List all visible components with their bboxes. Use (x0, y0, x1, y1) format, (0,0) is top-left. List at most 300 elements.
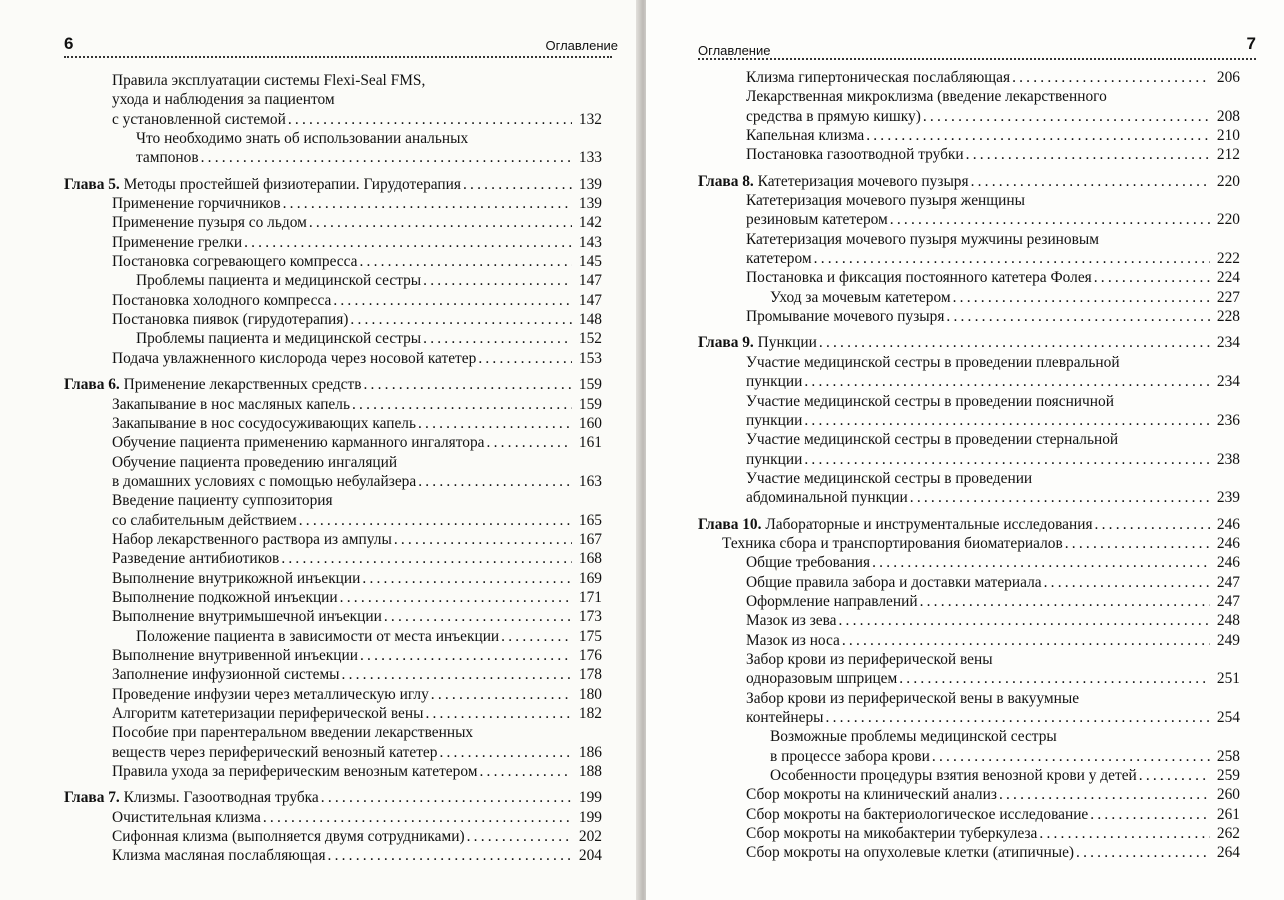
toc-page-number: 160 (578, 414, 602, 432)
toc-entry-line (746, 611, 1240, 630)
toc-entry-line (746, 372, 1240, 391)
toc-entry (64, 271, 602, 290)
toc-page-number: 202 (578, 828, 602, 846)
toc-page-number: 186 (578, 743, 602, 761)
toc-entry (64, 569, 602, 588)
toc-page-number: 153 (578, 349, 602, 367)
dot-leader (461, 175, 572, 194)
page-number: 6 (64, 34, 74, 53)
toc-entry (698, 230, 1240, 249)
entry-text: Что необходимо знать об использовании анальных (136, 130, 469, 148)
toc-entry-title (112, 491, 333, 510)
entry-text: Клизма масляная послабляющая (112, 847, 326, 865)
toc-chapter-entry (698, 172, 1240, 191)
entry-text: Катетеризация мочевого пузыря женщины (746, 192, 1025, 210)
toc-entry-title (136, 271, 421, 290)
toc-entry (64, 129, 602, 148)
dot-leader (286, 110, 572, 129)
toc-page-number: 234 (1216, 334, 1240, 352)
toc-entry (698, 249, 1240, 268)
toc-entry-line (746, 805, 1240, 824)
toc-entry (64, 148, 602, 167)
chapter-label: Глава 9. (698, 334, 754, 352)
toc-entry-title (746, 450, 802, 469)
toc-entry-title (112, 665, 340, 684)
toc-entry-line (112, 491, 602, 510)
toc-page-number: 262 (1216, 825, 1240, 843)
toc-entry-title (746, 307, 944, 326)
right-page-header (698, 34, 1256, 56)
entry-text: Сбор мокроты на клинический анализ (746, 786, 997, 804)
dot-leader (331, 291, 572, 310)
toc-entry-line (112, 549, 602, 568)
toc-entry-title (698, 515, 1093, 534)
toc-entry-title (112, 530, 392, 549)
toc-entry (698, 107, 1240, 126)
dot-leader (476, 349, 572, 368)
toc-entry-title (746, 268, 1092, 287)
toc-entry (64, 110, 602, 129)
entry-text: Применение пузыря со льдом (112, 214, 307, 232)
toc-entry-title (112, 607, 382, 626)
toc-entry (64, 233, 602, 252)
toc-entry-line (746, 824, 1240, 843)
toc-page-number: 132 (578, 110, 602, 128)
toc-entry-title (136, 148, 199, 167)
toc-page-number: 246 (1216, 554, 1240, 572)
toc-entry-line (112, 530, 602, 549)
dot-leader (281, 194, 572, 213)
toc-page-number: 206 (1216, 69, 1240, 86)
toc-page-number: 152 (578, 330, 602, 348)
toc-entry-line (112, 588, 602, 607)
toc-entry (64, 90, 602, 109)
toc-entry-title (746, 392, 1114, 411)
entry-text: Правила эксплуатации системы Flexi-Seal FMS, (112, 72, 426, 89)
toc-entry (698, 450, 1240, 469)
dot-leader (348, 310, 572, 329)
toc-entry-title (746, 553, 870, 572)
right-page (646, 0, 1284, 900)
toc-entry-title (112, 252, 357, 271)
entry-text: пункции (746, 373, 803, 391)
dot-leader (199, 148, 572, 167)
toc-entry-title (770, 288, 951, 307)
dot-leader (802, 450, 1210, 469)
toc-entry-line (112, 233, 602, 252)
toc-entry-title (746, 708, 824, 727)
toc-entry (698, 392, 1240, 411)
toc-page-number: 224 (1216, 269, 1240, 287)
toc-entry-title (746, 210, 888, 229)
entry-text: Выполнение внутрикожной инъекции (112, 569, 361, 587)
toc-entry (698, 307, 1240, 326)
toc-entry-line (136, 627, 602, 646)
dot-leader (888, 210, 1210, 229)
running-header-title: Оглавление (545, 38, 618, 53)
dot-leader (1010, 68, 1210, 87)
toc-page-number: 227 (1216, 288, 1240, 306)
toc-page-number: 148 (578, 311, 602, 329)
dot-leader (357, 252, 572, 271)
entry-text: Проблемы пациента и медицинской сестры (136, 272, 422, 290)
toc-page-number: 176 (578, 646, 602, 664)
toc-page-number: 182 (578, 705, 602, 722)
entry-text: Постановка пиявок (гирудотерапия) (112, 311, 349, 329)
toc-entry-line (746, 430, 1240, 449)
dot-leader (499, 627, 572, 646)
entry-text: веществ через периферический венозный катетер (112, 743, 438, 761)
toc-entry (698, 805, 1240, 824)
toc-entry-title (746, 592, 918, 611)
dot-leader (340, 665, 572, 684)
chapter-label: Глава 8. (698, 172, 754, 190)
entry-text: с установленной системой (112, 110, 286, 128)
toc-entry-title (112, 808, 261, 827)
toc-entry-line (746, 553, 1240, 572)
dot-leader (897, 669, 1210, 688)
toc-entry (698, 631, 1240, 650)
toc-entry-title (746, 411, 802, 430)
dot-leader (423, 704, 572, 723)
entry-text: Применение грелки (112, 233, 243, 251)
entry-text: Правила ухода за периферическим венозным катетером (112, 763, 478, 781)
toc-chapter-entry (64, 375, 602, 394)
toc-entry (698, 126, 1240, 145)
toc-page-number: 220 (1216, 211, 1240, 229)
toc-entry-line (136, 271, 602, 290)
toc-page-number: 249 (1216, 631, 1240, 649)
toc-entry (64, 329, 602, 348)
dot-leader (918, 592, 1210, 611)
dot-leader (279, 549, 572, 568)
toc-entry-title (136, 129, 468, 148)
toc-entry-title (746, 650, 993, 669)
entry-text: Проблемы пациента и медицинской сестры (136, 330, 422, 348)
toc-entry (698, 708, 1240, 727)
toc-page-number: 199 (578, 789, 602, 807)
toc-entry (698, 650, 1240, 669)
dot-leader (802, 372, 1210, 391)
toc-entry-title (112, 433, 485, 452)
toc-page-number: 165 (578, 511, 602, 529)
toc-entry-line (136, 148, 602, 167)
toc-page-number: 210 (1216, 127, 1240, 145)
toc-page-number: 161 (578, 434, 602, 452)
entry-text: Забор крови из периферической вены (746, 650, 993, 668)
toc-entry-line (112, 569, 602, 588)
toc-entry (64, 433, 602, 452)
toc-entry (64, 646, 602, 665)
dot-leader (812, 249, 1210, 268)
dot-leader (837, 611, 1211, 630)
toc-page-number: 247 (1216, 573, 1240, 591)
entry-text: Методы простейшей физиотерапии. Гирудотерапия (119, 175, 461, 193)
toc-left (64, 71, 602, 866)
toc-entry (698, 534, 1240, 553)
dot-leader (261, 808, 572, 827)
toc-entry-title (770, 747, 930, 766)
toc-page-number: 145 (578, 253, 602, 271)
dot-leader (802, 411, 1210, 430)
toc-entry-line (746, 488, 1240, 507)
toc-entry (698, 372, 1240, 391)
toc-entry-title (770, 766, 1137, 785)
toc-page-number: 159 (578, 395, 602, 413)
dot-leader (840, 631, 1210, 650)
entry-text: катетером (746, 250, 812, 268)
dot-leader (362, 375, 573, 394)
toc-entry (698, 592, 1240, 611)
toc-entry-line (746, 843, 1240, 862)
toc-entry-line (112, 743, 602, 762)
toc-entry-line (770, 727, 1240, 746)
entry-text: Обучение пациента проведению ингаляций (112, 453, 398, 471)
toc-entry (64, 71, 602, 90)
toc-entry-title (112, 762, 477, 781)
entry-text: контейнеры (746, 709, 824, 726)
dot-leader (338, 588, 572, 607)
toc-entry (64, 310, 602, 329)
toc-page-number: 238 (1216, 450, 1240, 468)
entry-text: Оформление направлений (746, 592, 918, 610)
toc-entry-line (112, 71, 602, 90)
entry-text: Техника сбора и транспортирования биоматериалов (722, 534, 1063, 552)
dot-leader (416, 472, 572, 491)
entry-text: Очистительная клизма (112, 808, 261, 826)
toc-entry (64, 511, 602, 530)
toc-entry-line (64, 375, 602, 394)
entry-text: Постановка и фиксация постоянного катетера Фолея (746, 269, 1092, 287)
toc-entry-title (746, 353, 1120, 372)
dot-leader (429, 685, 572, 704)
toc-entry (64, 588, 602, 607)
toc-entry-title (112, 71, 425, 90)
toc-entry-title (770, 727, 1057, 746)
dot-leader (930, 747, 1210, 766)
toc-entry-line (746, 126, 1240, 145)
toc-page-number: 251 (1216, 670, 1240, 688)
toc-entry-line (112, 291, 602, 310)
toc-entry (698, 268, 1240, 287)
toc-entry (698, 824, 1240, 843)
toc-entry (64, 252, 602, 271)
toc-entry-title (64, 788, 319, 807)
dot-leader (358, 646, 572, 665)
entry-text: Участие медицинской сестры в проведении поясничной (746, 392, 1114, 410)
toc-entry-line (746, 392, 1240, 411)
page-number: 7 (1246, 34, 1256, 53)
toc-entry-line (770, 766, 1240, 785)
entry-text: Выполнение внутривенной инъекции (112, 646, 358, 664)
toc-entry-title (722, 534, 1063, 553)
dot-leader (870, 553, 1210, 572)
toc-page-number: 234 (1216, 373, 1240, 391)
toc-entry (698, 747, 1240, 766)
toc-entry-line (112, 704, 602, 723)
toc-entry (698, 145, 1240, 164)
entry-text: Закапывание в нос сосудосуживающих капель (112, 414, 416, 432)
running-header-title: Оглавление (698, 43, 771, 58)
toc-entry-title (112, 194, 281, 213)
toc-entry-title (746, 87, 1107, 106)
dot-leader (421, 271, 572, 290)
toc-page-number: 204 (578, 847, 602, 865)
entry-text: Постановка согревающего компресса (112, 253, 358, 271)
toc-entry-line (770, 747, 1240, 766)
entry-text: резиновым катетером (746, 211, 888, 229)
chapter-label: Глава 5. (64, 175, 120, 193)
toc-entry-line (746, 210, 1240, 229)
dot-leader (908, 488, 1210, 507)
toc-entry-title (746, 145, 964, 164)
entry-text: Клизма гипертоническая послабляющая (746, 69, 1011, 86)
entry-text: Проведение инфузии через металлическую иглу (112, 685, 429, 703)
toc-entry-line (64, 788, 602, 807)
entry-text: Введение пациенту суппозитория (112, 492, 333, 510)
left-page (0, 0, 640, 900)
toc-page-number: 188 (578, 763, 602, 781)
dot-leader (326, 846, 572, 865)
dot-leader (1037, 824, 1210, 843)
toc-entry-title (746, 68, 1010, 87)
dot-leader (951, 288, 1210, 307)
toc-entry-line (112, 827, 602, 846)
toc-entry (698, 469, 1240, 488)
toc-entry-title (746, 631, 840, 650)
toc-entry-line (746, 469, 1240, 488)
dot-leader (1063, 534, 1210, 553)
toc-entry-line (112, 511, 602, 530)
toc-entry-title (112, 453, 397, 472)
toc-entry (64, 549, 602, 568)
toc-entry-line (112, 194, 602, 213)
toc-entry (698, 411, 1240, 430)
toc-entry-line (746, 411, 1240, 430)
toc-entry (64, 827, 602, 846)
entry-text: Пункции (753, 334, 817, 352)
toc-entry (64, 685, 602, 704)
toc-page-number: 248 (1216, 612, 1240, 630)
dot-leader (1042, 573, 1210, 592)
toc-entry-line (746, 592, 1240, 611)
toc-entry-title (746, 230, 1099, 249)
toc-page-number: 178 (578, 666, 602, 684)
toc-entry (64, 395, 602, 414)
dot-leader (392, 530, 572, 549)
entry-text: Уход за мочевым катетером (770, 288, 951, 306)
toc-entry-line (698, 333, 1240, 352)
entry-text: Применение горчичников (112, 195, 281, 213)
toc-entry (698, 611, 1240, 630)
toc-entry-line (112, 213, 602, 232)
entry-text: Закапывание в нос масляных капель (112, 395, 350, 413)
entry-text: со слабительным действием (112, 511, 297, 529)
toc-entry (64, 213, 602, 232)
dot-leader (360, 569, 572, 588)
toc-entry (64, 723, 602, 742)
toc-entry-title (64, 375, 362, 394)
toc-entry-line (112, 723, 602, 742)
toc-entry-line (112, 110, 602, 129)
toc-entry-line (746, 708, 1240, 727)
toc-entry-line (112, 646, 602, 665)
toc-entry (698, 785, 1240, 804)
dot-leader (864, 126, 1210, 145)
toc-entry-title (746, 611, 837, 630)
entry-text: Капельная клизма (746, 127, 865, 145)
toc-entry-title (746, 372, 802, 391)
toc-page-number: 139 (578, 175, 602, 193)
toc-entry-line (136, 129, 602, 148)
toc-page-number: 139 (578, 195, 602, 213)
entry-text: Лекарственная микроклизма (введение лекарственного (746, 88, 1107, 106)
dot-leader (485, 433, 572, 452)
dot-leader (477, 762, 572, 781)
toc-entry-line (746, 230, 1240, 249)
toc-page-number: 147 (578, 291, 602, 309)
entry-text: Участие медицинской сестры в проведении плевральной (746, 353, 1120, 371)
toc-entry (64, 349, 602, 368)
entry-text: Выполнение подкожной инъекции (112, 588, 338, 606)
toc-entry-title (112, 110, 286, 129)
toc-page-number: 171 (578, 588, 602, 606)
toc-page-number: 228 (1216, 308, 1240, 326)
toc-entry (698, 430, 1240, 449)
entry-text: Промывание мочевого пузыря (746, 308, 945, 326)
toc-entry (698, 766, 1240, 785)
toc-entry-line (136, 329, 602, 348)
dot-leader (437, 743, 572, 762)
toc-entry-line (112, 762, 602, 781)
dot-leader (824, 708, 1210, 727)
toc-page-number: 173 (578, 608, 602, 626)
entry-text: Забор крови из периферической вены в вакуумные (746, 689, 1080, 707)
toc-entry-title (698, 333, 817, 352)
toc-entry-title (746, 191, 1025, 210)
entry-text: Участие медицинской сестры в проведении стернальной (746, 431, 1119, 449)
dot-leader (382, 607, 572, 626)
toc-entry (64, 453, 602, 472)
entry-text: Положение пациента в зависимости от места инъекции (136, 627, 500, 645)
toc-page-number: 143 (578, 233, 602, 251)
toc-page-number: 212 (1216, 146, 1240, 164)
toc-entry-title (746, 805, 1088, 824)
toc-entry (64, 491, 602, 510)
entry-text: Возможные проблемы медицинской сестры (770, 728, 1057, 746)
toc-entry-line (746, 107, 1240, 126)
entry-text: тампонов (136, 149, 199, 167)
toc-page-number: 208 (1216, 107, 1240, 125)
entry-text: абдоминальной пункции (746, 489, 908, 507)
toc-entry-title (112, 233, 242, 252)
header-divider (64, 56, 612, 58)
dot-leader (1092, 268, 1210, 287)
entry-text: Пособие при парентеральном введении лекарственных (112, 724, 474, 742)
toc-entry (698, 843, 1240, 862)
toc-entry-title (746, 573, 1042, 592)
entry-text: в процессе забора крови (770, 747, 930, 765)
entry-text: в домашних условиях с помощью небулайзера (112, 472, 417, 490)
toc-entry-line (746, 631, 1240, 650)
toc-entry-line (112, 90, 602, 109)
entry-text: пункции (746, 450, 803, 468)
toc-entry-line (112, 433, 602, 452)
toc-page-number: 236 (1216, 411, 1240, 429)
toc-entry-line (746, 573, 1240, 592)
toc-entry-title (112, 827, 465, 846)
toc-entry-line (112, 414, 602, 433)
